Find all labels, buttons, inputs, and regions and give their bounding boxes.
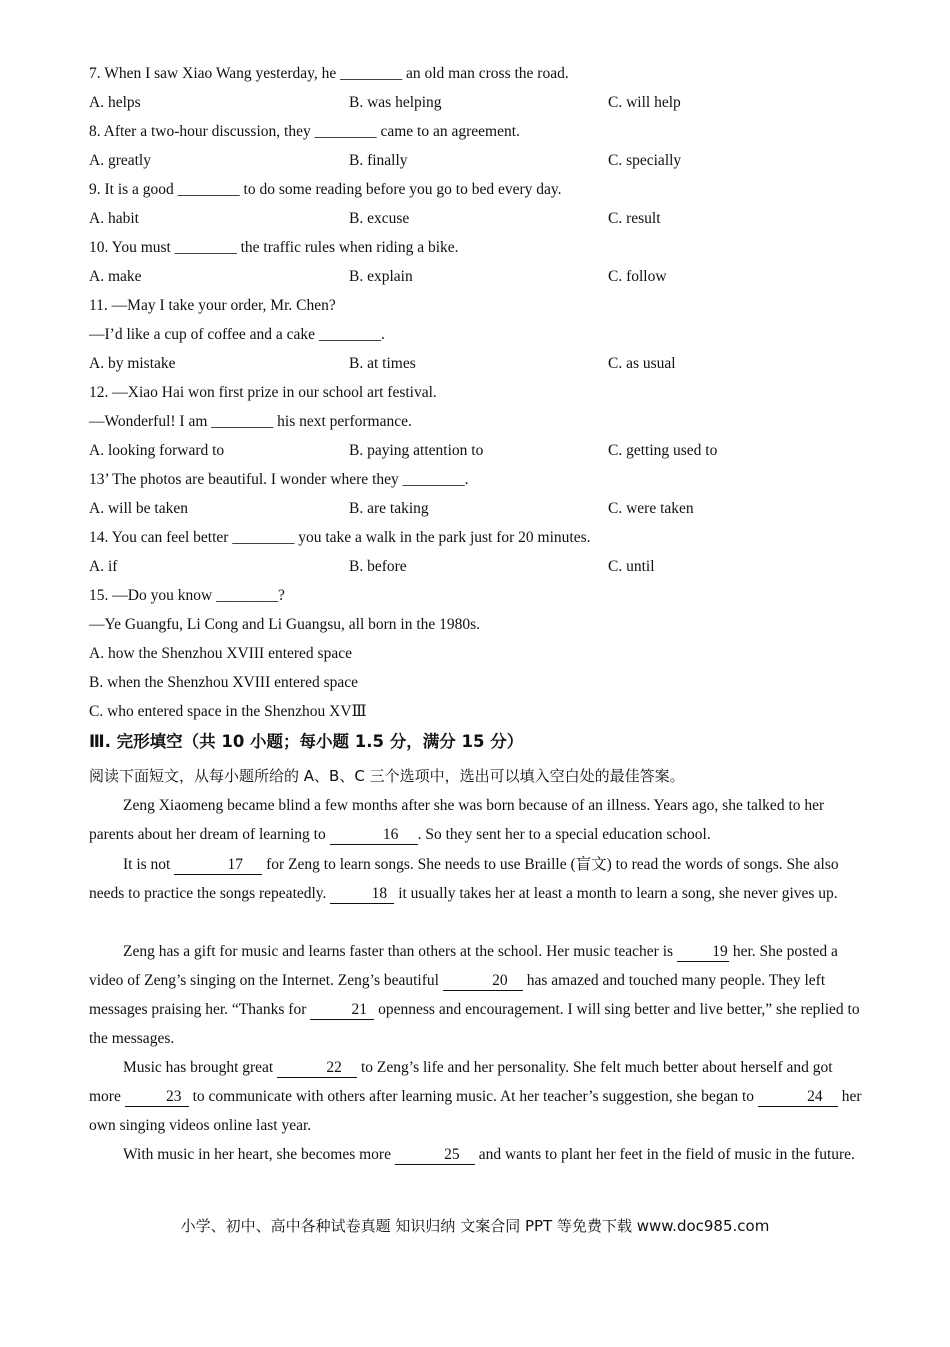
q11-option-b: B. at times xyxy=(349,355,416,372)
passage-paragraph-2: It is not 17 for Zeng to learn songs. She needs to use Braille (盲文) to read the words of songs. She also needs to practice the songs repeatedly. 18 it usually takes her at least a month to learn a song, she never gives up. xyxy=(89,856,839,902)
q15-option-b: B. when the Shenzhou XVIII entered space xyxy=(89,674,359,691)
question-11: 11. —May I take your order, Mr. Chen? xyxy=(89,297,336,314)
question-8: 8. After a two-hour discussion, they ________ came to an agreement. xyxy=(89,123,520,140)
blank-17: 17 xyxy=(174,856,262,875)
q10-option-b: B. explain xyxy=(349,268,413,285)
question-15-reply: —Ye Guangfu, Li Cong and Li Guangsu, all born in the 1980s. xyxy=(89,616,481,633)
q9-option-a: A. habit xyxy=(89,210,139,227)
question-7: 7. When I saw Xiao Wang yesterday, he ________ an old man cross the road. xyxy=(89,65,569,82)
blank-23: 23 xyxy=(125,1088,189,1107)
question-14: 14. You can feel better ________ you take a walk in the park just for 20 minutes. xyxy=(89,529,591,546)
page-footer: 小学、初中、高中各种试卷真题 知识归纳 文案合同 PPT 等免费下载 www.doc985.com xyxy=(180,1217,770,1235)
q12-option-c: C. getting used to xyxy=(608,442,718,459)
question-13: 13’ The photos are beautiful. I wonder where they ________. xyxy=(89,471,469,488)
q8-option-a: A. greatly xyxy=(89,152,151,169)
blank-16: 16 xyxy=(330,826,418,845)
blank-21: 21 xyxy=(310,1001,374,1020)
q15-option-c: C. who entered space in the Shenzhou XVⅢ xyxy=(89,703,367,720)
question-12: 12. —Xiao Hai won first prize in our school art festival. xyxy=(89,384,437,401)
q7-option-a: A. helps xyxy=(89,94,141,111)
q9-option-c: C. result xyxy=(608,210,661,227)
q7-option-b: B. was helping xyxy=(349,94,442,111)
blank-20: 20 xyxy=(443,972,523,991)
blank-18: 18 xyxy=(330,885,394,904)
q13-option-a: A. will be taken xyxy=(89,500,189,517)
question-15: 15. —Do you know ________? xyxy=(89,587,285,604)
blank-24: 24 xyxy=(758,1088,838,1107)
section-instruction: 阅读下面短文，从每小题所给的 A、B、C 三个选项中，选出可以填入空白处的最佳答案。 xyxy=(89,767,685,785)
passage-paragraph-3: Zeng has a gift for music and learns faster than others at the school. Her music teacher is 19 her. She posted a video of Zeng’s singing on the Internet. Zeng’s beautiful 20 has amazed and touched many people. They left messages praising her. “Thanks for 21 openness and encouragement. I will sing better and live better,” she replied to the messages. xyxy=(89,943,860,1047)
question-12-reply: —Wonderful! I am ________ his next performance. xyxy=(89,413,412,430)
blank-22: 22 xyxy=(277,1059,357,1078)
q10-option-a: A. make xyxy=(89,268,142,285)
question-9: 9. It is a good ________ to do some reading before you go to bed every day. xyxy=(89,181,562,198)
question-11-reply: —I’d like a cup of coffee and a cake ________. xyxy=(89,326,385,343)
q8-option-c: C. specially xyxy=(608,152,682,169)
q12-option-b: B. paying attention to xyxy=(349,442,484,459)
q13-option-b: B. are taking xyxy=(349,500,429,517)
passage-paragraph-4: Music has brought great 22 to Zeng’s life and her personality. She felt much better about herself and got more 23 to communicate with others after learning music. At her teacher’s suggestion, she began to 24 her own singing videos online last year. xyxy=(89,1059,862,1134)
blank-25: 25 xyxy=(395,1146,475,1165)
q7-option-c: C. will help xyxy=(608,94,681,111)
q11-option-c: C. as usual xyxy=(608,355,676,372)
section-heading: Ⅲ. 完形填空（共 10 小题；每小题 1.5 分，满分 15 分） xyxy=(89,732,524,751)
q10-option-c: C. follow xyxy=(608,268,667,285)
q14-option-a: A. if xyxy=(89,558,118,575)
passage-paragraph-5: With music in her heart, she becomes more 25 and wants to plant her feet in the field of music in the future. xyxy=(123,1146,855,1163)
q12-option-a: A. looking forward to xyxy=(89,442,225,459)
q15-option-a: A. how the Shenzhou XVIII entered space xyxy=(89,645,352,662)
question-10: 10. You must ________ the traffic rules when riding a bike. xyxy=(89,239,459,256)
q13-option-c: C. were taken xyxy=(608,500,694,517)
passage-paragraph-1: Zeng Xiaomeng became blind a few months after she was born because of an illness. Years ago, she talked to her parents about her dream of learning to 16 . So they sent her to a special education school. xyxy=(89,797,825,843)
q8-option-b: B. finally xyxy=(349,152,408,169)
q11-option-a: A. by mistake xyxy=(89,355,176,372)
q14-option-b: B. before xyxy=(349,558,407,575)
q9-option-b: B. excuse xyxy=(349,210,410,227)
q14-option-c: C. until xyxy=(608,558,655,575)
blank-19: 19 xyxy=(677,943,729,962)
